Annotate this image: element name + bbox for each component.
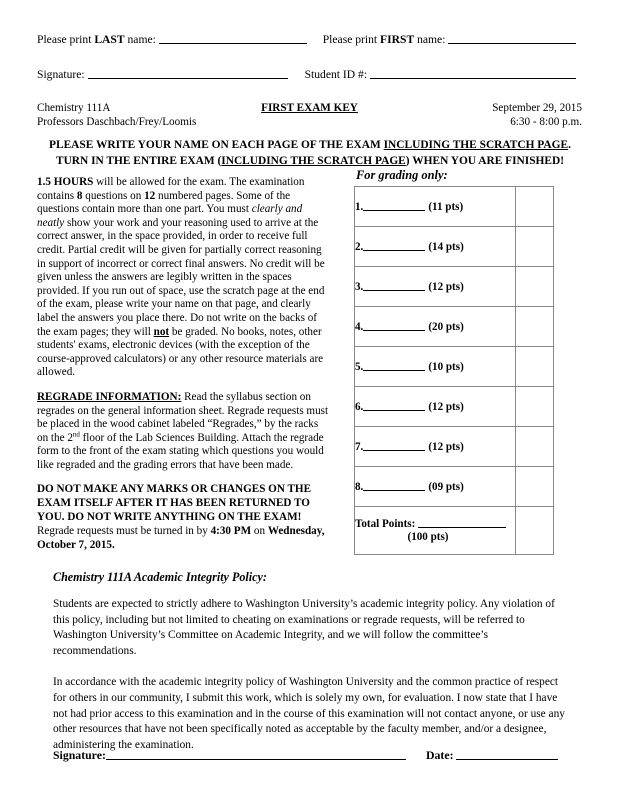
grading-table-row bbox=[355, 467, 554, 507]
grading-question-cell bbox=[355, 467, 516, 507]
signature-label: Signature: bbox=[37, 68, 88, 81]
total-points-max: (100 pts) bbox=[407, 531, 449, 544]
regrade-deadline-date: Wednesday, October 7, 2015. bbox=[37, 525, 325, 552]
final-signature-row bbox=[53, 748, 573, 763]
notice-line1-underlined: INCLUDING THE SCRATCH PAGE bbox=[383, 139, 569, 151]
course-info-line-1 bbox=[37, 101, 582, 115]
regrade-information-paragraph bbox=[37, 391, 329, 473]
grading-mark-cell[interactable] bbox=[516, 427, 554, 467]
student-id-label: Student ID #: bbox=[304, 68, 370, 81]
grading-mark-cell[interactable] bbox=[516, 187, 554, 227]
grading-total-mark-cell[interactable] bbox=[516, 507, 554, 555]
no-marks-warning-paragraph bbox=[37, 483, 329, 553]
question-number: 5. bbox=[355, 360, 364, 373]
name-fields-row bbox=[37, 33, 582, 46]
question-points: (14 pts) bbox=[428, 240, 464, 253]
last-name-bold-word: LAST bbox=[94, 33, 125, 46]
student-id-field-group bbox=[305, 68, 576, 81]
question-points: (10 pts) bbox=[428, 360, 464, 373]
first-name-bold-word: FIRST bbox=[380, 33, 415, 46]
question-score-input-line[interactable] bbox=[363, 360, 425, 370]
grading-only-label: For grading only: bbox=[356, 168, 448, 182]
grading-mark-cell[interactable] bbox=[516, 307, 554, 347]
question-points: (12 pts) bbox=[428, 400, 464, 413]
grading-mark-cell[interactable] bbox=[516, 227, 554, 267]
question-number: 7. bbox=[355, 440, 364, 453]
question-number: 1. bbox=[355, 200, 364, 213]
question-score-input-line[interactable] bbox=[363, 440, 425, 450]
p1-text-a: will be allowed for the exam. The examination contains bbox=[37, 176, 305, 202]
signature-input-line[interactable] bbox=[88, 69, 288, 80]
page-count: 12 bbox=[144, 189, 156, 202]
general-instructions-paragraph bbox=[37, 176, 329, 380]
first-name-prompt-post: name: bbox=[414, 33, 449, 46]
grading-table bbox=[354, 186, 554, 555]
question-points: (20 pts) bbox=[428, 320, 464, 333]
grading-table-row bbox=[355, 227, 554, 267]
course-info-line-2 bbox=[37, 115, 582, 129]
first-name-input-line[interactable] bbox=[448, 34, 576, 45]
exam-time: 6:30 - 8:00 p.m. bbox=[510, 116, 582, 128]
grading-mark-cell[interactable] bbox=[516, 267, 554, 307]
integrity-policy-body bbox=[53, 597, 570, 753]
question-points: (12 pts) bbox=[428, 280, 464, 293]
signature-field-group bbox=[37, 68, 288, 81]
course-info-block bbox=[37, 101, 582, 129]
question-score-input-line[interactable] bbox=[363, 280, 425, 290]
question-score-input-line[interactable] bbox=[363, 200, 425, 210]
question-number: 8. bbox=[355, 480, 364, 493]
exam-duration: 1.5 HOURS bbox=[37, 176, 94, 188]
p3-text-b: on bbox=[251, 525, 268, 538]
grading-table-row bbox=[355, 187, 554, 227]
notice-line1-part2: . bbox=[568, 139, 571, 151]
grading-section bbox=[354, 168, 554, 555]
notice-line1-part1: PLEASE WRITE YOUR NAME ON EACH PAGE OF THE EXAM bbox=[49, 139, 384, 151]
grading-question-cell bbox=[355, 427, 516, 467]
p3-text-a: Regrade requests must be turned in by bbox=[37, 525, 211, 538]
grading-table-row bbox=[355, 387, 554, 427]
regrade-heading: REGRADE INFORMATION: bbox=[37, 390, 182, 403]
question-number: 6. bbox=[355, 400, 364, 413]
question-score-input-line[interactable] bbox=[363, 400, 425, 410]
integrity-policy-heading: Chemistry 111A Academic Integrity Policy: bbox=[53, 570, 267, 584]
grading-mark-cell[interactable] bbox=[516, 347, 554, 387]
final-signature-input-line[interactable] bbox=[106, 749, 406, 760]
grading-question-cell bbox=[355, 187, 516, 227]
p2-text-b: floor of the Lab Sciences Building. Attach the regrade form to the front of the exam stating which questions you would like regraded and the grading errors that have been made. bbox=[37, 431, 324, 471]
p1-text-e: be graded. No books, notes, other students' exams, electronic devices (with the exception of the course-approved calculators) or any other resource materials are allowed. bbox=[37, 325, 324, 379]
notice-line2-underlined: INCLUDING THE SCRATCH PAGE bbox=[221, 154, 406, 167]
grading-question-cell bbox=[355, 347, 516, 387]
question-score-input-line[interactable] bbox=[363, 320, 425, 330]
final-date-label: Date: bbox=[426, 748, 457, 762]
professors: Professors Daschbach/Frey/Loomis bbox=[37, 116, 197, 128]
final-date-input-line[interactable] bbox=[456, 749, 558, 760]
final-date-group bbox=[426, 748, 558, 763]
grading-question-cell bbox=[355, 387, 516, 427]
last-name-field-group bbox=[37, 33, 307, 46]
grading-table-row bbox=[355, 267, 554, 307]
first-name-prompt-pre: Please print bbox=[322, 33, 381, 46]
question-points: (11 pts) bbox=[428, 200, 464, 213]
grading-question-cell bbox=[355, 227, 516, 267]
question-score-input-line[interactable] bbox=[363, 240, 425, 250]
question-number: 2. bbox=[355, 240, 364, 253]
question-score-input-line[interactable] bbox=[363, 480, 425, 490]
p1-text-c: numbered pages. Some of the questions contain more than one part. You must bbox=[37, 189, 291, 216]
question-number: 4. bbox=[355, 320, 364, 333]
grading-mark-cell[interactable] bbox=[516, 467, 554, 507]
grading-total-cell bbox=[355, 507, 516, 555]
question-number: 3. bbox=[355, 280, 364, 293]
exam-notice bbox=[34, 138, 586, 169]
integrity-paragraph-1: Students are expected to strictly adhere to Washington University’s academic integrity policy. Any violation of this policy, including but not limited to cheating on examinations or regrade requests, will be referred to Washington University’s Committee on Academic Integrity, and we will follow the committee’s recommendations. bbox=[53, 598, 555, 657]
instructions-column bbox=[37, 176, 329, 553]
signature-id-row bbox=[37, 68, 582, 81]
grading-table-row bbox=[355, 307, 554, 347]
total-points-input-line[interactable] bbox=[418, 518, 506, 528]
grading-table-row bbox=[355, 427, 554, 467]
question-count: 8 bbox=[76, 189, 83, 202]
grading-mark-cell[interactable] bbox=[516, 387, 554, 427]
exam-title: FIRST EXAM KEY bbox=[261, 102, 358, 114]
final-signature-label: Signature: bbox=[53, 748, 106, 762]
question-points: (12 pts) bbox=[428, 440, 464, 453]
grading-question-cell bbox=[355, 307, 516, 347]
first-name-field-group bbox=[323, 33, 577, 46]
last-name-prompt-pre: Please print bbox=[37, 33, 95, 46]
ordinal-suffix: nd bbox=[72, 430, 80, 438]
integrity-paragraph-2: In accordance with the academic integrity policy of Washington University and the common practice of respect for others in our community, I submit this work, which is solely my own, for evaluation. I now state that I have not had prior access to this examination and in the course of this examination will not contact anyone, or use any other resources that have not been specifically noted as acceptable by the faculty member, and/or a designee, administering the examination. bbox=[53, 676, 565, 751]
last-name-input-line[interactable] bbox=[159, 34, 307, 45]
course-name: Chemistry 111A bbox=[37, 102, 111, 114]
question-points: (09 pts) bbox=[428, 480, 464, 493]
grading-question-cell bbox=[355, 267, 516, 307]
grading-total-row bbox=[355, 507, 554, 555]
grading-table-row bbox=[355, 347, 554, 387]
regrade-deadline-time: 4:30 PM bbox=[210, 525, 252, 538]
total-points-label: Total Points: bbox=[355, 518, 419, 531]
notice-line2-part1: TURN IN THE ENTIRE EXAM ( bbox=[55, 154, 222, 167]
p1-emphasis-not: not bbox=[153, 325, 170, 338]
student-id-input-line[interactable] bbox=[370, 69, 576, 80]
no-marks-warning-bold: DO NOT MAKE ANY MARKS OR CHANGES ON THE EXAM ITSELF AFTER IT HAS BEEN RETURNED TO YOU. DO NOT WRITE ANYTHING ON THE EXAM! bbox=[37, 483, 312, 524]
p2-text-a: Read the syllabus section on regrades on the general information sheet. Regrade requests must be placed in the wood cabinet labeled “Regrades,” by the racks on the 2 bbox=[37, 390, 329, 444]
p1-text-d: show your work and your reasoning used to arrive at the correct answer, in the space provided, in order to receive full credit. Partial credit will be given for partially correct reasoning in support of incorrect or correct final answers. No credit will be given unless the answers are legibly written in the spaces provided. If you run out of space, use the scratch page at the end of the exam, please write your name on that page, and clearly label the answers you place there. Do not write on the backs of the exam pages; they will bbox=[37, 216, 325, 338]
p1-text-b: questions on bbox=[82, 189, 145, 202]
notice-line2-part2: ) WHEN YOU ARE FINISHED! bbox=[405, 154, 565, 167]
exam-date: September 29, 2015 bbox=[492, 102, 582, 114]
last-name-prompt-post: name: bbox=[124, 33, 159, 46]
p1-italic-phrase: clearly and neatly bbox=[37, 203, 303, 229]
